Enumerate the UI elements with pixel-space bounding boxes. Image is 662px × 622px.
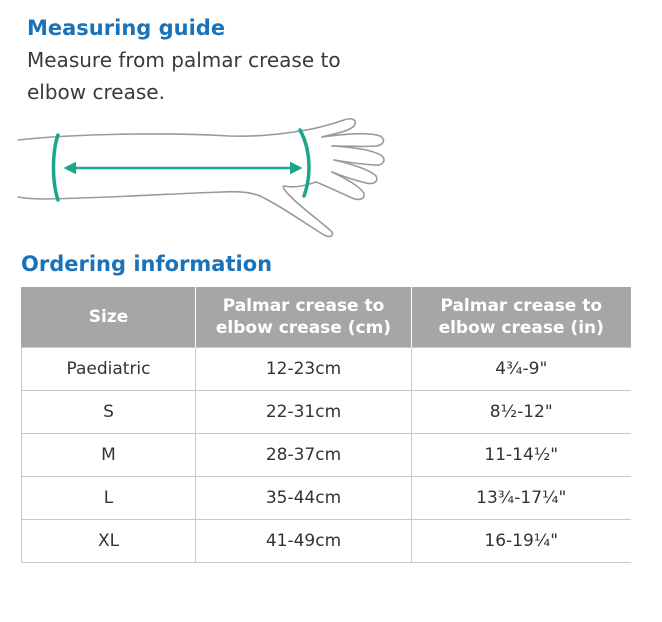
finger-2 xyxy=(332,146,384,165)
size-cell: Paediatric xyxy=(22,348,196,391)
table-row xyxy=(22,391,631,434)
sizing-table xyxy=(21,287,631,563)
table-row xyxy=(22,348,631,391)
cm-cell: 28-37cm xyxy=(196,434,412,477)
arm-bottom-edge xyxy=(18,192,222,199)
cm-cell: 22-31cm xyxy=(196,391,412,434)
cm-cell: 35-44cm xyxy=(196,477,412,520)
in-cell: 11-14½" xyxy=(412,434,631,477)
table-row xyxy=(22,520,631,563)
table-row xyxy=(22,477,631,520)
in-cell: 8½-12" xyxy=(412,391,631,434)
column-header-cm: Palmar crease to elbow crease (cm) xyxy=(196,287,412,348)
column-header-size: Size xyxy=(22,287,196,348)
arm-measurement-illustration xyxy=(14,112,394,238)
size-cell: L xyxy=(22,477,196,520)
table-row xyxy=(22,434,631,477)
finger-4 xyxy=(316,172,364,199)
elbow-crease-bracket xyxy=(54,135,59,200)
cm-cell: 12-23cm xyxy=(196,348,412,391)
finger-1 xyxy=(322,134,383,147)
in-cell: 13¾-17¼" xyxy=(412,477,631,520)
wrist-bottom xyxy=(222,182,333,236)
in-cell: 4¾-9" xyxy=(412,348,631,391)
measuring-guide-title: Measuring guide xyxy=(27,16,226,40)
size-cell: XL xyxy=(22,520,196,563)
ordering-information-title: Ordering information xyxy=(21,252,273,276)
size-cell: M xyxy=(22,434,196,477)
size-cell: S xyxy=(22,391,196,434)
measuring-guide-text: Measure from palmar crease to elbow crease. xyxy=(27,48,341,104)
arm-outline xyxy=(18,119,384,237)
table-header-row xyxy=(22,287,631,348)
in-cell: 16-19¼" xyxy=(412,520,631,563)
column-header-in: Palmar crease to elbow crease (in) xyxy=(412,287,631,348)
cm-cell: 41-49cm xyxy=(196,520,412,563)
